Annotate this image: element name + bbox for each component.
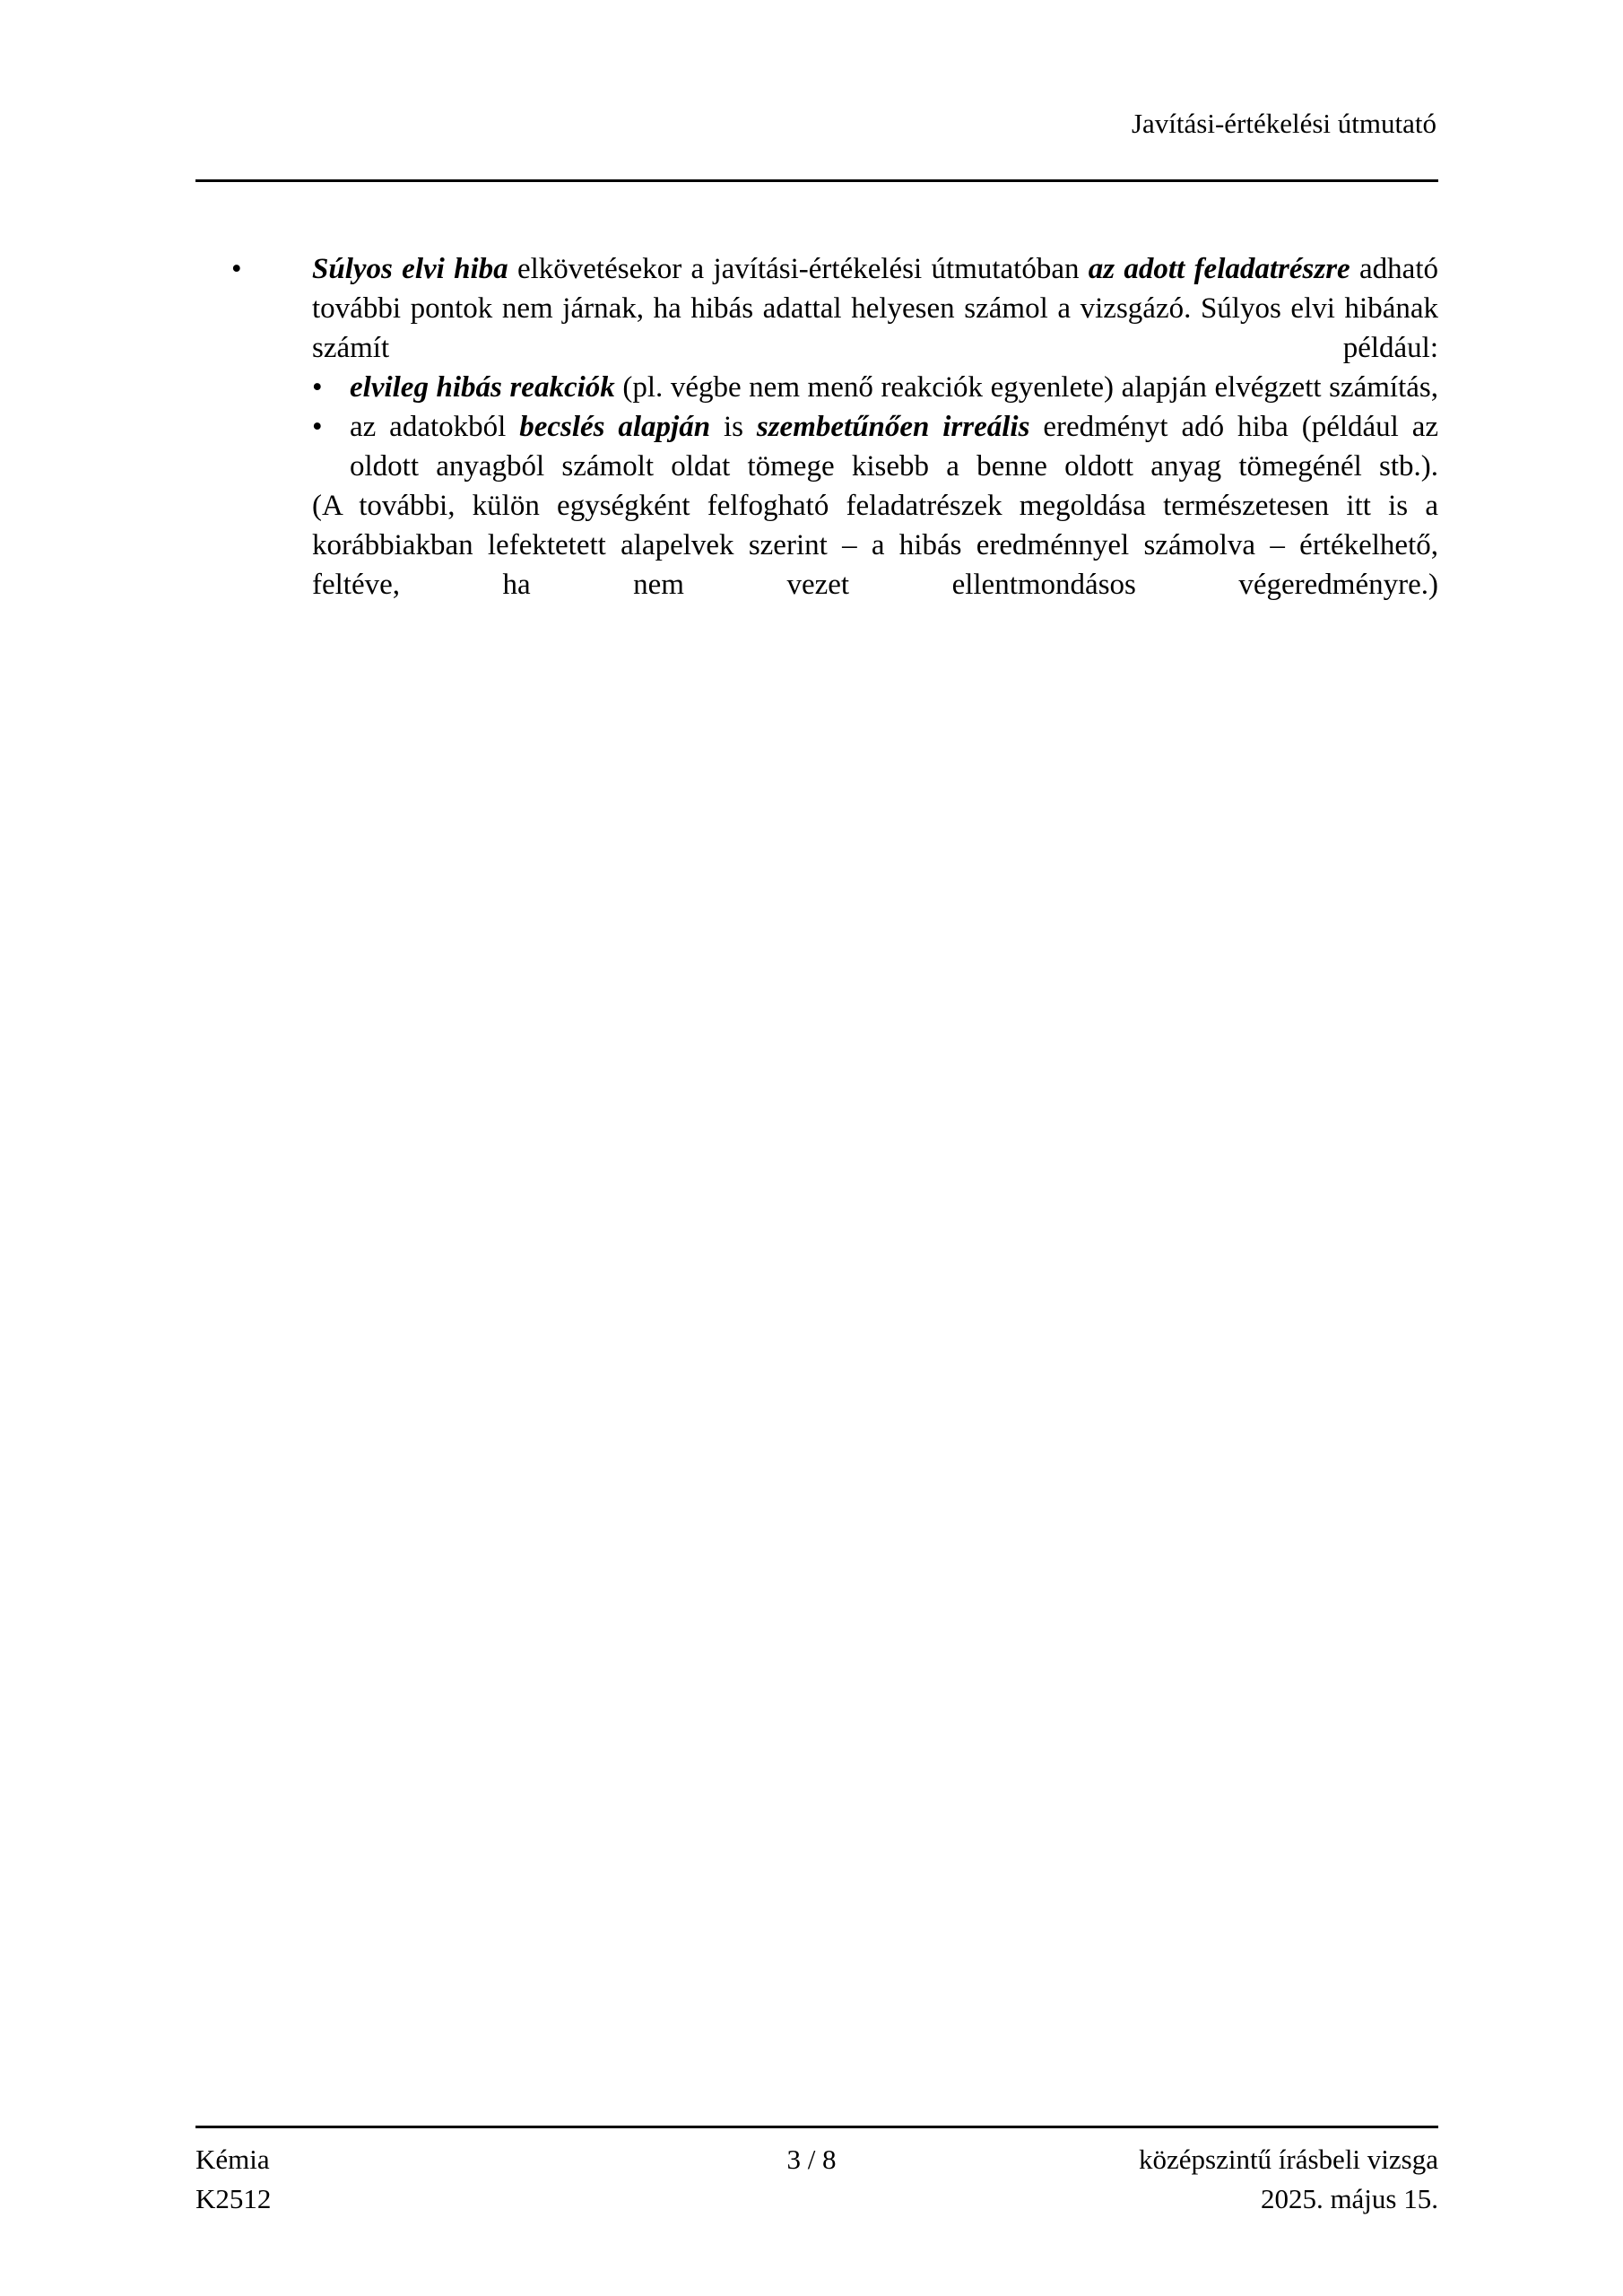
intro-lead-bold: Súlyos elvi hiba xyxy=(312,253,508,285)
sub-item-1-bold-a: elvileg hibás reakciók xyxy=(350,371,615,404)
sub-item-2-text-a: az adatokból xyxy=(350,411,520,443)
sub-item-2-text-e: eredményt adó hiba (például az oldott anyagból számolt oldat tömege kisebb a benne oldott anyag tömegénél stb.). xyxy=(350,411,1439,483)
footer-code: K2512 xyxy=(195,2183,272,2214)
intro-text-a: elkövetésekor a javítási-értékelési útmutatóban xyxy=(508,253,1089,285)
sub-item-2-text-c: is xyxy=(710,411,757,443)
intro-paragraph xyxy=(312,249,1438,368)
footer-date: 2025. május 15. xyxy=(1260,2183,1438,2214)
main-bullet: • xyxy=(231,253,242,285)
footer-page-number: 3 / 8 xyxy=(786,2144,837,2175)
sub-item-1-text-b: (pl. végbe nem menő reakciók egyenlete) alapján elvégzett számítás, xyxy=(614,371,1438,404)
footer-rule xyxy=(195,2126,1438,2128)
sub-item-2-bold-d: szembetűnően irreális xyxy=(756,411,1030,443)
header-rule xyxy=(195,179,1438,182)
footer-subject: Kémia xyxy=(195,2144,270,2175)
sub-item-reactions xyxy=(312,368,1438,407)
closing-paragraph: (A további, külön egységként felfogható feladatrészek megoldása természetesen itt is a korábbiakban lefektetett alapelvek szerint – a hibás eredménnyel számolva – értékelhető, feltéve, ha nem vezet ellentmondásos végeredményre.) xyxy=(312,490,1438,601)
sub-bullet: • xyxy=(312,371,323,404)
sub-item-2-bold-b: becslés alapján xyxy=(519,411,711,443)
sub-item-estimation xyxy=(312,407,1438,486)
intro-text-c: adható további pontok nem járnak, ha hibás adattal helyesen számol a vizsgázó. Súlyos elvi hibának számít például: xyxy=(312,253,1438,364)
sub-bullet: • xyxy=(312,411,323,443)
sub-bullet-list xyxy=(312,368,1438,486)
footer-exam-level: középszintű írásbeli vizsga xyxy=(1138,2144,1438,2175)
main-content xyxy=(312,249,1438,604)
intro-bold-b: az adott feladatrészre xyxy=(1088,253,1350,285)
running-header: Javítási-értékelési útmutató xyxy=(1131,108,1436,139)
footer-right xyxy=(1139,2140,1438,2219)
